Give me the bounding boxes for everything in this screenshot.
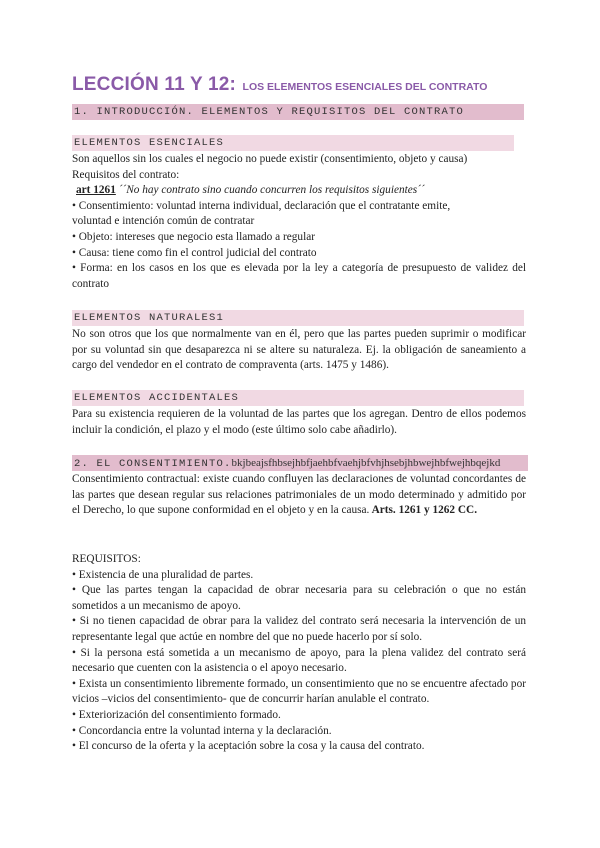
bullet-objeto: • Objeto: intereses que negocio esta llamado a regular <box>72 230 315 243</box>
naturales-text: No son otros que los que normalmente van en él, pero que las partes pueden suprimir o modificar por su voluntad sin que desaparezca ni se altere su naturaleza. Ej. la obligación de saneamiento a cargo del vendedor en el contrato de compraventa (arts. 1475 y 1486). <box>72 328 526 372</box>
definition-text: Consentimiento contractual: existe cuando confluyen las declaraciones de voluntad concordantes de las partes que desean regular sus relaciones patrimoniales de un modo determinado y admitido por el Derecho, lo que supone conformidad en el objeto y en la causa. <box>72 473 526 517</box>
requisito-item: • Concordancia entre la voluntad interna y la declaración. <box>72 724 332 737</box>
accidentales-heading: ELEMENTOS ACCIDENTALES <box>72 390 524 406</box>
art-quote: ´´No hay contrato sino cuando concurren los requisitos siguientes´´ <box>115 184 425 197</box>
requisitos-block <box>72 552 526 755</box>
requisito-item: • Que las partes tengan la capacidad de obrar necesaria para su celebración o que no están sometidos a un mecanismo de apoyo. <box>72 584 526 612</box>
consentimiento-definition <box>72 472 526 519</box>
requisito-item: • Existencia de una pluralidad de partes. <box>72 568 254 581</box>
esenciales-block <box>72 152 526 292</box>
section-2-heading <box>72 455 528 471</box>
requisito-item: • Exista un consentimiento libremente formado, un consentimiento que no se encuentre afectado por vicios –vicios del consentimiento- que de concurrir harían anulable el contrato. <box>72 677 526 706</box>
page-title <box>72 74 487 96</box>
esenciales-intro: Son aquellos sin los cuales el negocio no puede existir (consentimiento, objeto y causa) <box>72 153 468 165</box>
section-2-tail: bkjbeajsfhbsejhbfjaehbfvaehjbfvhjhsebjhbwejhbfwejhbqejkd <box>231 457 501 469</box>
title-sub: LOS ELEMENTOS ESENCIALES DEL CONTRATO <box>242 81 488 93</box>
bullet-causa: • Causa: tiene como fin el control judicial del contrato <box>72 246 317 259</box>
requisitos-label: Requisitos del contrato: <box>72 168 180 181</box>
art-1261-line <box>72 183 526 199</box>
requisitos-heading: REQUISITOS: <box>72 553 141 565</box>
requisito-item: • El concurso de la oferta y la aceptación sobre la cosa y la causa del contrato. <box>72 740 425 753</box>
section-1-heading: 1. INTRODUCCIÓN. ELEMENTOS Y REQUISITOS DEL CONTRATO <box>72 104 524 120</box>
section-2-title: 2. EL CONSENTIMIENTO. <box>74 458 232 470</box>
accidentales-text: Para su existencia requieren de la voluntad de las partes que los agregan. Dentro de ellos podemos incluir la condición, el plazo y el modo (este último solo cabe añadirlo). <box>72 408 526 436</box>
esenciales-heading: ELEMENTOS ESENCIALES <box>72 135 514 151</box>
bullet-consentimiento: • Consentimiento: voluntad interna individual, declaración que el contratante emite, <box>72 199 451 212</box>
requisito-item: • Exteriorización del consentimiento formado. <box>72 708 281 721</box>
bullet-consentimiento-cont: voluntad e intención común de contratar <box>72 215 255 228</box>
naturales-heading: ELEMENTOS NATURALES1 <box>72 310 524 326</box>
title-main: LECCIÓN 11 Y 12: <box>72 74 237 95</box>
definition-articles: Arts. 1261 y 1262 CC. <box>369 504 478 517</box>
art-ref: art 1261 <box>76 184 116 197</box>
requisito-item: • Si la persona está sometida a un mecanismo de apoyo, para la plena validez del contrato será necesario que cuenten con la asistencia o el apoyo necesario. <box>72 646 526 675</box>
bullet-forma: • Forma: en los casos en los que es elevada por la ley a categoría de presupuesto de validez del contrato <box>72 262 526 290</box>
requisito-item: • Si no tienen capacidad de obrar para la validez del contrato será necesaria la intervención de un representante legal que actúe en nombre del que no puede hacerlo por sí solo. <box>72 615 526 643</box>
